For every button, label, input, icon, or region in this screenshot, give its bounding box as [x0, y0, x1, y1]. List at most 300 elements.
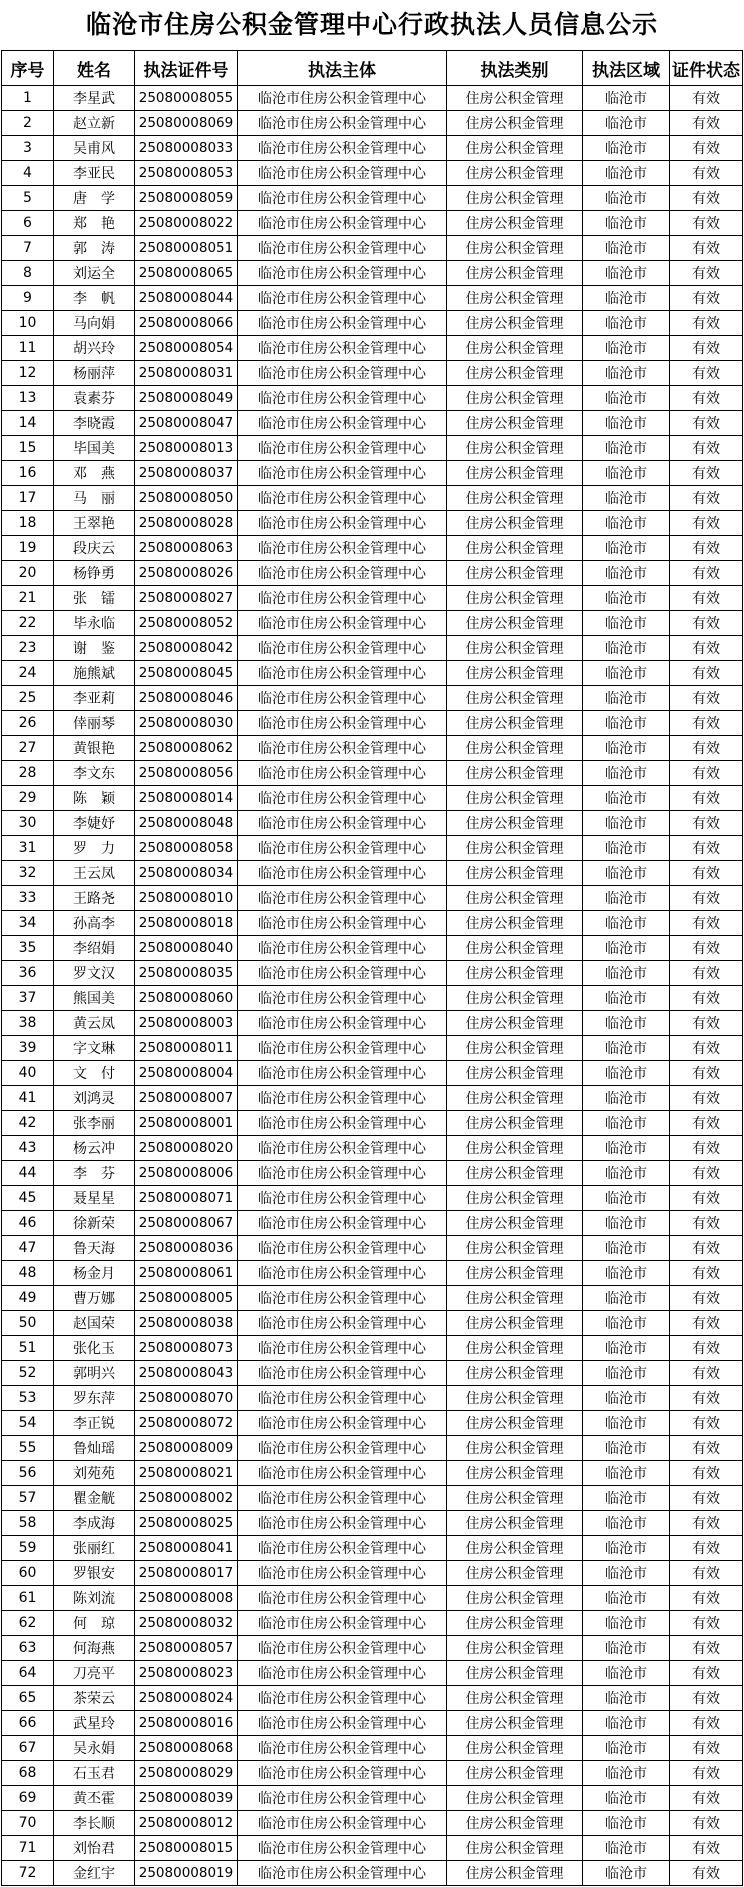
cell-authority: 临沧市住房公积金管理中心	[238, 861, 447, 886]
cell-status: 有效	[670, 611, 743, 636]
cell-authority: 临沧市住房公积金管理中心	[238, 1711, 447, 1736]
cell-status: 有效	[670, 1661, 743, 1686]
cell-category: 住房公积金管理	[447, 986, 583, 1011]
cell-category: 住房公积金管理	[447, 86, 583, 111]
cell-authority: 临沧市住房公积金管理中心	[238, 536, 447, 561]
cell-index: 36	[2, 961, 54, 986]
cell-index: 31	[2, 836, 54, 861]
cell-cert-no: 25080008059	[135, 186, 238, 211]
cell-category: 住房公积金管理	[447, 636, 583, 661]
cell-region: 临沧市	[583, 1211, 670, 1236]
table-row	[2, 1086, 743, 1111]
cell-index: 15	[2, 436, 54, 461]
cell-status: 有效	[670, 661, 743, 686]
cell-category: 住房公积金管理	[447, 1386, 583, 1411]
cell-index: 42	[2, 1111, 54, 1136]
cell-status: 有效	[670, 111, 743, 136]
cell-name: 毕永临	[54, 611, 135, 636]
cell-authority: 临沧市住房公积金管理中心	[238, 1536, 447, 1561]
cell-cert-no: 25080008035	[135, 961, 238, 986]
cell-name: 刘运全	[54, 261, 135, 286]
cell-index: 66	[2, 1711, 54, 1736]
cell-authority: 临沧市住房公积金管理中心	[238, 1086, 447, 1111]
cell-status: 有效	[670, 686, 743, 711]
cell-name: 赵国荣	[54, 1311, 135, 1336]
table-row	[2, 86, 743, 111]
cell-region: 临沧市	[583, 1136, 670, 1161]
cell-name: 张丽红	[54, 1536, 135, 1561]
cell-status: 有效	[670, 761, 743, 786]
cell-status: 有效	[670, 1711, 743, 1736]
cell-index: 2	[2, 111, 54, 136]
cell-cert-no: 25080008048	[135, 811, 238, 836]
table-row	[2, 861, 743, 886]
table-row	[2, 736, 743, 761]
cell-index: 54	[2, 1411, 54, 1436]
cell-region: 临沧市	[583, 136, 670, 161]
table-row	[2, 361, 743, 386]
table-row	[2, 1036, 743, 1061]
cell-index: 37	[2, 986, 54, 1011]
header-category: 执法类别	[447, 51, 583, 86]
cell-authority: 临沧市住房公积金管理中心	[238, 1311, 447, 1336]
cell-authority: 临沧市住房公积金管理中心	[238, 1011, 447, 1036]
table-row	[2, 1586, 743, 1611]
cell-index: 49	[2, 1286, 54, 1311]
cell-authority: 临沧市住房公积金管理中心	[238, 811, 447, 836]
cell-region: 临沧市	[583, 1436, 670, 1461]
cell-authority: 临沧市住房公积金管理中心	[238, 461, 447, 486]
cell-name: 文 付	[54, 1061, 135, 1086]
cell-region: 临沧市	[583, 1611, 670, 1636]
cell-region: 临沧市	[583, 186, 670, 211]
cell-authority: 临沧市住房公积金管理中心	[238, 1036, 447, 1061]
cell-name: 张化玉	[54, 1336, 135, 1361]
cell-region: 临沧市	[583, 1511, 670, 1536]
cell-index: 41	[2, 1086, 54, 1111]
cell-name: 刀亮平	[54, 1661, 135, 1686]
cell-status: 有效	[670, 1161, 743, 1186]
cell-name: 郑 艳	[54, 211, 135, 236]
cell-status: 有效	[670, 1511, 743, 1536]
table-row	[2, 811, 743, 836]
cell-cert-no: 25080008051	[135, 236, 238, 261]
cell-cert-no: 25080008070	[135, 1386, 238, 1411]
cell-category: 住房公积金管理	[447, 1736, 583, 1761]
cell-cert-no: 25080008068	[135, 1736, 238, 1761]
cell-authority: 临沧市住房公积金管理中心	[238, 1486, 447, 1511]
cell-authority: 临沧市住房公积金管理中心	[238, 711, 447, 736]
table-row	[2, 1136, 743, 1161]
cell-category: 住房公积金管理	[447, 836, 583, 861]
cell-index: 48	[2, 1261, 54, 1286]
cell-status: 有效	[670, 1836, 743, 1861]
cell-authority: 临沧市住房公积金管理中心	[238, 661, 447, 686]
cell-category: 住房公积金管理	[447, 161, 583, 186]
cell-cert-no: 25080008005	[135, 1286, 238, 1311]
cell-cert-no: 25080008003	[135, 1011, 238, 1036]
cell-index: 10	[2, 311, 54, 336]
cell-region: 临沧市	[583, 361, 670, 386]
cell-category: 住房公积金管理	[447, 711, 583, 736]
table-row	[2, 1361, 743, 1386]
table-row	[2, 1336, 743, 1361]
cell-cert-no: 25080008071	[135, 1186, 238, 1211]
cell-status: 有效	[670, 186, 743, 211]
cell-category: 住房公积金管理	[447, 1336, 583, 1361]
cell-status: 有效	[670, 886, 743, 911]
table-row	[2, 1186, 743, 1211]
cell-index: 25	[2, 686, 54, 711]
cell-category: 住房公积金管理	[447, 1411, 583, 1436]
cell-name: 茶荣云	[54, 1686, 135, 1711]
cell-index: 60	[2, 1561, 54, 1586]
cell-region: 临沧市	[583, 836, 670, 861]
cell-authority: 临沧市住房公积金管理中心	[238, 361, 447, 386]
cell-authority: 临沧市住房公积金管理中心	[238, 1586, 447, 1611]
cell-name: 黄云凤	[54, 1011, 135, 1036]
cell-name: 陈 颖	[54, 786, 135, 811]
table-row	[2, 536, 743, 561]
cell-index: 39	[2, 1036, 54, 1061]
cell-name: 熊国美	[54, 986, 135, 1011]
table-row	[2, 1386, 743, 1411]
cell-index: 63	[2, 1636, 54, 1661]
cell-status: 有效	[670, 861, 743, 886]
cell-status: 有效	[670, 361, 743, 386]
cell-category: 住房公积金管理	[447, 861, 583, 886]
cell-region: 临沧市	[583, 786, 670, 811]
cell-name: 罗银安	[54, 1561, 135, 1586]
cell-region: 临沧市	[583, 236, 670, 261]
cell-status: 有效	[670, 561, 743, 586]
cell-authority: 临沧市住房公积金管理中心	[238, 1436, 447, 1461]
table-row	[2, 1261, 743, 1286]
cell-cert-no: 25080008018	[135, 911, 238, 936]
cell-cert-no: 25080008034	[135, 861, 238, 886]
cell-index: 56	[2, 1461, 54, 1486]
cell-index: 45	[2, 1186, 54, 1211]
cell-status: 有效	[670, 1761, 743, 1786]
cell-cert-no: 25080008052	[135, 611, 238, 636]
cell-status: 有效	[670, 961, 743, 986]
table-row	[2, 1011, 743, 1036]
cell-index: 53	[2, 1386, 54, 1411]
cell-name: 罗 力	[54, 836, 135, 861]
cell-cert-no: 25080008057	[135, 1636, 238, 1661]
cell-cert-no: 25080008022	[135, 211, 238, 236]
table-row	[2, 586, 743, 611]
cell-category: 住房公积金管理	[447, 1136, 583, 1161]
cell-authority: 临沧市住房公积金管理中心	[238, 611, 447, 636]
cell-status: 有效	[670, 1311, 743, 1336]
cell-region: 临沧市	[583, 1686, 670, 1711]
table-row	[2, 1311, 743, 1336]
cell-cert-no: 25080008055	[135, 86, 238, 111]
cell-index: 28	[2, 761, 54, 786]
table-body	[2, 86, 743, 1886]
cell-region: 临沧市	[583, 486, 670, 511]
table-row	[2, 1061, 743, 1086]
table-row	[2, 1636, 743, 1661]
cell-status: 有效	[670, 711, 743, 736]
cell-authority: 临沧市住房公积金管理中心	[238, 1511, 447, 1536]
cell-category: 住房公积金管理	[447, 1686, 583, 1711]
table-row	[2, 111, 743, 136]
cell-authority: 临沧市住房公积金管理中心	[238, 111, 447, 136]
cell-region: 临沧市	[583, 386, 670, 411]
cell-status: 有效	[670, 461, 743, 486]
cell-cert-no: 25080008012	[135, 1811, 238, 1836]
cell-authority: 临沧市住房公积金管理中心	[238, 161, 447, 186]
cell-name: 张李丽	[54, 1111, 135, 1136]
cell-category: 住房公积金管理	[447, 286, 583, 311]
cell-region: 临沧市	[583, 611, 670, 636]
cell-cert-no: 25080008072	[135, 1411, 238, 1436]
cell-authority: 临沧市住房公积金管理中心	[238, 911, 447, 936]
cell-index: 7	[2, 236, 54, 261]
cell-authority: 临沧市住房公积金管理中心	[238, 1611, 447, 1636]
cell-status: 有效	[670, 1386, 743, 1411]
cell-cert-no: 25080008039	[135, 1786, 238, 1811]
cell-status: 有效	[670, 86, 743, 111]
cell-region: 临沧市	[583, 1536, 670, 1561]
cell-index: 27	[2, 736, 54, 761]
cell-region: 临沧市	[583, 86, 670, 111]
cell-name: 罗东萍	[54, 1386, 135, 1411]
cell-cert-no: 25080008019	[135, 1861, 238, 1886]
cell-region: 临沧市	[583, 1861, 670, 1886]
cell-authority: 临沧市住房公积金管理中心	[238, 261, 447, 286]
cell-region: 临沧市	[583, 811, 670, 836]
table-row	[2, 1411, 743, 1436]
cell-name: 石玉君	[54, 1761, 135, 1786]
cell-authority: 临沧市住房公积金管理中心	[238, 1261, 447, 1286]
cell-category: 住房公积金管理	[447, 661, 583, 686]
cell-cert-no: 25080008025	[135, 1511, 238, 1536]
table-row	[2, 1611, 743, 1636]
cell-authority: 临沧市住房公积金管理中心	[238, 1836, 447, 1861]
cell-name: 曹万娜	[54, 1286, 135, 1311]
cell-authority: 临沧市住房公积金管理中心	[238, 511, 447, 536]
cell-cert-no: 25080008036	[135, 1236, 238, 1261]
cell-name: 李婕妤	[54, 811, 135, 836]
cell-name: 倖丽琴	[54, 711, 135, 736]
cell-authority: 临沧市住房公积金管理中心	[238, 1761, 447, 1786]
cell-category: 住房公积金管理	[447, 1236, 583, 1261]
cell-index: 32	[2, 861, 54, 886]
cell-name: 武星玲	[54, 1711, 135, 1736]
cell-index: 6	[2, 211, 54, 236]
cell-region: 临沧市	[583, 336, 670, 361]
cell-index: 14	[2, 411, 54, 436]
table-row	[2, 261, 743, 286]
table-row	[2, 136, 743, 161]
cell-cert-no: 25080008045	[135, 661, 238, 686]
cell-name: 李亚莉	[54, 686, 135, 711]
cell-authority: 临沧市住房公积金管理中心	[238, 186, 447, 211]
cell-category: 住房公积金管理	[447, 1011, 583, 1036]
cell-region: 临沧市	[583, 511, 670, 536]
cell-region: 临沧市	[583, 961, 670, 986]
table-row	[2, 436, 743, 461]
cell-index: 46	[2, 1211, 54, 1236]
cell-name: 罗文汉	[54, 961, 135, 986]
cell-authority: 临沧市住房公积金管理中心	[238, 836, 447, 861]
cell-status: 有效	[670, 1736, 743, 1761]
cell-name: 杨丽萍	[54, 361, 135, 386]
cell-authority: 临沧市住房公积金管理中心	[238, 136, 447, 161]
cell-cert-no: 25080008044	[135, 286, 238, 311]
cell-cert-no: 25080008038	[135, 1311, 238, 1336]
cell-status: 有效	[670, 161, 743, 186]
cell-category: 住房公积金管理	[447, 961, 583, 986]
cell-cert-no: 25080008009	[135, 1436, 238, 1461]
table-row	[2, 1461, 743, 1486]
cell-cert-no: 25080008049	[135, 386, 238, 411]
cell-category: 住房公积金管理	[447, 211, 583, 236]
cell-cert-no: 25080008040	[135, 936, 238, 961]
cell-status: 有效	[670, 1611, 743, 1636]
cell-index: 47	[2, 1236, 54, 1261]
cell-index: 72	[2, 1861, 54, 1886]
cell-cert-no: 25080008063	[135, 536, 238, 561]
cell-category: 住房公积金管理	[447, 1761, 583, 1786]
cell-index: 67	[2, 1736, 54, 1761]
cell-authority: 临沧市住房公积金管理中心	[238, 586, 447, 611]
header-status: 证件状态	[670, 51, 743, 86]
cell-category: 住房公积金管理	[447, 886, 583, 911]
cell-cert-no: 25080008041	[135, 1536, 238, 1561]
cell-status: 有效	[670, 1336, 743, 1361]
cell-name: 马向娟	[54, 311, 135, 336]
cell-category: 住房公积金管理	[447, 686, 583, 711]
cell-status: 有效	[670, 1261, 743, 1286]
table-row	[2, 911, 743, 936]
table-row	[2, 711, 743, 736]
cell-category: 住房公积金管理	[447, 1161, 583, 1186]
cell-category: 住房公积金管理	[447, 761, 583, 786]
cell-index: 65	[2, 1686, 54, 1711]
cell-category: 住房公积金管理	[447, 1536, 583, 1561]
cell-cert-no: 25080008031	[135, 361, 238, 386]
cell-region: 临沧市	[583, 736, 670, 761]
cell-region: 临沧市	[583, 636, 670, 661]
cell-name: 刘鸿灵	[54, 1086, 135, 1111]
cell-status: 有效	[670, 1411, 743, 1436]
cell-name: 邓 燕	[54, 461, 135, 486]
cell-category: 住房公积金管理	[447, 136, 583, 161]
cell-authority: 临沧市住房公积金管理中心	[238, 1111, 447, 1136]
cell-region: 临沧市	[583, 886, 670, 911]
table-row	[2, 311, 743, 336]
cell-region: 临沧市	[583, 461, 670, 486]
cell-authority: 临沧市住房公积金管理中心	[238, 986, 447, 1011]
cell-category: 住房公积金管理	[447, 1511, 583, 1536]
cell-status: 有效	[670, 1636, 743, 1661]
cell-authority: 临沧市住房公积金管理中心	[238, 436, 447, 461]
table-row	[2, 986, 743, 1011]
cell-status: 有效	[670, 1686, 743, 1711]
cell-status: 有效	[670, 1361, 743, 1386]
cell-cert-no: 25080008028	[135, 511, 238, 536]
cell-name: 毕国美	[54, 436, 135, 461]
cell-name: 马 丽	[54, 486, 135, 511]
cell-region: 临沧市	[583, 561, 670, 586]
cell-cert-no: 25080008054	[135, 336, 238, 361]
cell-name: 字文琳	[54, 1036, 135, 1061]
cell-cert-no: 25080008067	[135, 1211, 238, 1236]
cell-name: 谢 鉴	[54, 636, 135, 661]
cell-name: 郭 涛	[54, 236, 135, 261]
table-row	[2, 1161, 743, 1186]
cell-category: 住房公积金管理	[447, 1486, 583, 1511]
cell-cert-no: 25080008015	[135, 1836, 238, 1861]
table-row	[2, 1511, 743, 1536]
cell-status: 有效	[670, 586, 743, 611]
header-index: 序号	[2, 51, 54, 86]
cell-index: 70	[2, 1811, 54, 1836]
header-authority: 执法主体	[238, 51, 447, 86]
cell-authority: 临沧市住房公积金管理中心	[238, 886, 447, 911]
cell-authority: 临沧市住房公积金管理中心	[238, 561, 447, 586]
cell-authority: 临沧市住房公积金管理中心	[238, 211, 447, 236]
cell-name: 李长顺	[54, 1811, 135, 1836]
cell-name: 鲁灿瑶	[54, 1436, 135, 1461]
cell-region: 临沧市	[583, 1761, 670, 1786]
cell-status: 有效	[670, 1536, 743, 1561]
cell-name: 李正锐	[54, 1411, 135, 1436]
cell-category: 住房公积金管理	[447, 386, 583, 411]
cell-category: 住房公积金管理	[447, 1261, 583, 1286]
cell-cert-no: 25080008008	[135, 1586, 238, 1611]
table-row	[2, 1536, 743, 1561]
cell-index: 26	[2, 711, 54, 736]
cell-authority: 临沧市住房公积金管理中心	[238, 1061, 447, 1086]
cell-cert-no: 25080008066	[135, 311, 238, 336]
cell-authority: 临沧市住房公积金管理中心	[238, 1636, 447, 1661]
cell-name: 刘苑苑	[54, 1461, 135, 1486]
cell-cert-no: 25080008061	[135, 1261, 238, 1286]
table-row	[2, 1236, 743, 1261]
cell-region: 临沧市	[583, 1311, 670, 1336]
table-row	[2, 686, 743, 711]
cell-status: 有效	[670, 836, 743, 861]
cell-authority: 临沧市住房公积金管理中心	[238, 936, 447, 961]
cell-region: 临沧市	[583, 311, 670, 336]
cell-cert-no: 25080008037	[135, 461, 238, 486]
cell-category: 住房公积金管理	[447, 1586, 583, 1611]
cell-cert-no: 25080008046	[135, 686, 238, 711]
table-row	[2, 1836, 743, 1861]
cell-index: 38	[2, 1011, 54, 1036]
cell-index: 40	[2, 1061, 54, 1086]
cell-authority: 临沧市住房公积金管理中心	[238, 1861, 447, 1886]
cell-region: 临沧市	[583, 686, 670, 711]
cell-region: 临沧市	[583, 111, 670, 136]
cell-region: 临沧市	[583, 1786, 670, 1811]
cell-index: 16	[2, 461, 54, 486]
table-row	[2, 286, 743, 311]
cell-status: 有效	[670, 1186, 743, 1211]
cell-cert-no: 25080008024	[135, 1686, 238, 1711]
cell-region: 临沧市	[583, 911, 670, 936]
cell-region: 临沧市	[583, 286, 670, 311]
cell-cert-no: 25080008023	[135, 1661, 238, 1686]
cell-authority: 临沧市住房公积金管理中心	[238, 1686, 447, 1711]
table-header-row	[2, 51, 743, 86]
cell-index: 11	[2, 336, 54, 361]
